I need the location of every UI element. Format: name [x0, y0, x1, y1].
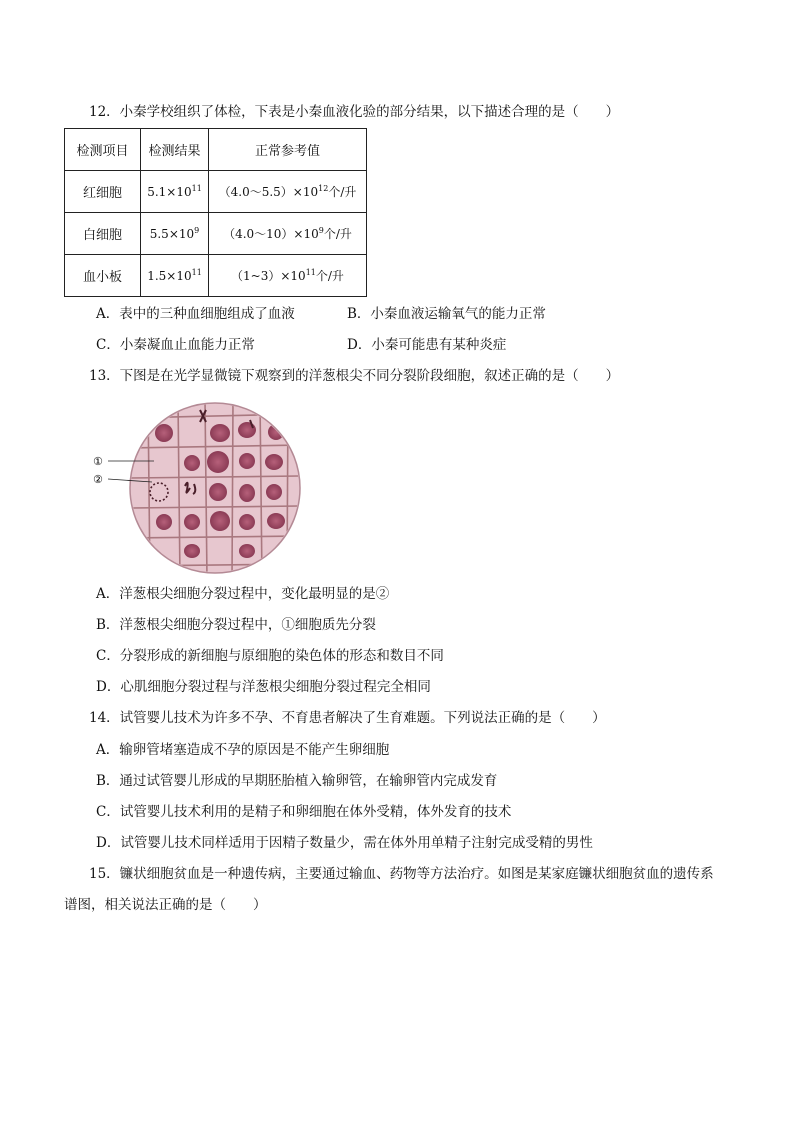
- reference-range: （1~3）×10: [231, 269, 306, 283]
- q13-option-c[interactable]: C．分裂形成的新细胞与原细胞的染色体的形态和数目不同: [96, 648, 444, 664]
- table-header-cell: 正常参考值: [209, 129, 367, 171]
- figure-label-2: ②: [93, 473, 103, 486]
- reference-range: （4.0～5.5）×10: [218, 185, 319, 199]
- table-cell-item: 红细胞: [65, 171, 141, 213]
- result-base: 1.5×10: [147, 269, 192, 283]
- table-row: [65, 171, 367, 213]
- q12-option-d[interactable]: D．小秦可能患有某种炎症: [347, 337, 507, 353]
- q14-option-c[interactable]: C．试管婴儿技术利用的是精子和卵细胞在体外受精，体外发育的技术: [96, 804, 512, 820]
- table-cell-result: [141, 171, 209, 213]
- question-12-stem: 12．小秦学校组织了体检，下表是小秦血液化验的部分结果，以下描述合理的是（ ）: [89, 104, 620, 120]
- blood-test-table: [64, 128, 367, 297]
- table-header-cell: 检测结果: [141, 129, 209, 171]
- table-header-row: [65, 129, 367, 171]
- table-header-cell: 检测项目: [65, 129, 141, 171]
- q12-option-a[interactable]: A．表中的三种血细胞组成了血液: [96, 306, 295, 322]
- reference-range: （4.0～10）×10: [223, 227, 319, 241]
- reference-exponent: 12: [318, 184, 329, 193]
- onion-root-tip-micrograph: [90, 400, 310, 580]
- table-cell-reference: [209, 213, 367, 255]
- result-exponent: 9: [194, 226, 200, 235]
- q14-option-b[interactable]: B．通过试管婴儿形成的早期胚胎植入输卵管，在输卵管内完成发育: [96, 773, 498, 789]
- figure-label-1: ①: [93, 455, 103, 468]
- reference-exponent: 9: [318, 226, 324, 235]
- table-cell-reference: [209, 171, 367, 213]
- table-cell-reference: [209, 255, 367, 297]
- q12-option-b[interactable]: B．小秦血液运输氧气的能力正常: [347, 306, 546, 322]
- table-row: [65, 213, 367, 255]
- table-cell-item: 血小板: [65, 255, 141, 297]
- q14-option-d[interactable]: D．试管婴儿技术同样适用于因精子数量少，需在体外用单精子注射完成受精的男性: [96, 835, 593, 851]
- result-base: 5.5×10: [149, 227, 195, 241]
- result-exponent: 11: [191, 184, 202, 193]
- table-cell-item: 白细胞: [65, 213, 141, 255]
- reference-unit: 个/升: [323, 227, 352, 241]
- table-cell-result: [141, 213, 209, 255]
- question-14-stem: 14．试管婴儿技术为许多不孕、不育患者解决了生育难题。下列说法正确的是（ ）: [89, 710, 606, 726]
- q13-option-a[interactable]: A．洋葱根尖细胞分裂过程中，变化最明显的是②: [96, 586, 390, 602]
- reference-unit: 个/升: [328, 185, 357, 199]
- question-15-stem-line2: 谱图，相关说法正确的是（ ）: [64, 897, 267, 913]
- table-row: [65, 255, 367, 297]
- reference-unit: 个/升: [315, 269, 344, 283]
- question-15-stem-line1: 15．镰状细胞贫血是一种遗传病，主要通过输血、药物等方法治疗。如图是某家庭镰状细胞贫血的遗传系: [89, 866, 714, 882]
- question-13-stem: 13．下图是在光学显微镜下观察到的洋葱根尖不同分裂阶段细胞，叙述正确的是（ ）: [89, 368, 620, 384]
- reference-exponent: 11: [305, 268, 316, 277]
- q13-option-b[interactable]: B．洋葱根尖细胞分裂过程中，①细胞质先分裂: [96, 617, 376, 633]
- table-cell-result: [141, 255, 209, 297]
- result-base: 5.1×10: [147, 185, 192, 199]
- q14-option-a[interactable]: A．输卵管堵塞造成不孕的原因是不能产生卵细胞: [96, 742, 390, 758]
- q13-option-d[interactable]: D．心肌细胞分裂过程与洋葱根尖细胞分裂过程完全相同: [96, 679, 431, 695]
- result-exponent: 11: [191, 268, 202, 277]
- q12-option-c[interactable]: C．小秦凝血止血能力正常: [96, 337, 255, 353]
